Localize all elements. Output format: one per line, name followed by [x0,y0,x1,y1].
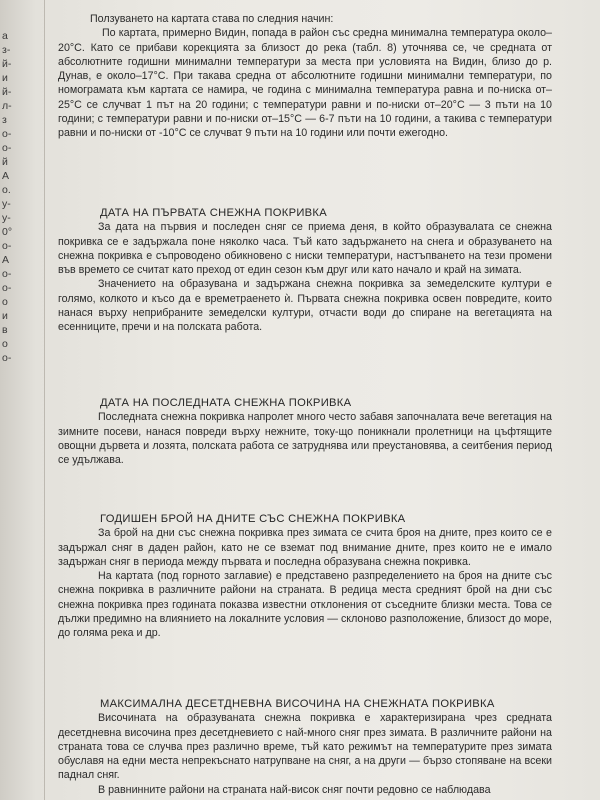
margin-fragment: и [2,310,8,322]
section-paragraph: В равнинните райони на страната най-висок сняг почти редовно се наблюдава [98,783,491,796]
intro-paragraph-1: Ползуването на картата става по следния начин: [90,13,334,25]
section-snow-days [58,512,552,641]
margin-fragment: о- [2,282,12,294]
page-gutter [44,0,45,800]
margin-fragment: о- [2,240,12,252]
section-title: МАКСИМАЛНА ДЕСЕТДНЕВНА ВИСОЧИНА НА СНЕЖНАТА ПОКРИВКА [100,698,495,710]
margin-fragment: в [2,324,8,336]
section-title: ГОДИШЕН БРОЙ НА ДНИТЕ СЪС СНЕЖНА ПОКРИВКА [100,513,406,525]
section-title: ДАТА НА ПЪРВАТА СНЕЖНА ПОКРИВКА [100,207,328,219]
margin-fragment: л- [2,100,12,112]
margin-fragment: А [2,170,10,182]
margin-fragment: А [2,254,10,266]
margin-fragment: й [2,156,8,168]
section-paragraph: На картата (под горното заглавие) е представено разпределението на броя на дните със снежна покривка в различните райони на страната. В редица места средният брой на дни със снежна покривка през годината показва известни отклонения от съседните близки места. Това се дължи предимно на влиянието на локалните условия — склоново разположение, близост до море, до голяма река и др. [58,570,552,640]
margin-fragment: и [2,72,8,84]
section-paragraph: За дата на първия и последен сняг се приема деня, в който образувалата се снежна покривка се е задържала поне няколко часа. Тъй като задържането на снега и образуването на снежна покривка е съпроводено обикновено с ниски температури, настъпването на тези промени във времето се считат като преход от един сезон към друг или като начало и край на зимата. [58,221,552,277]
margin-fragment: a [2,30,8,42]
margin-fragment: з [2,114,7,126]
section-max-snow-depth [58,697,552,797]
margin-fragment: у- [2,212,11,224]
section-last-snow [58,396,552,467]
margin-fragment: 0° [2,226,13,238]
intro-text [58,12,552,141]
margin-fragment: й- [2,58,12,70]
margin-fragment: о- [2,352,12,364]
margin-fragment: й- [2,86,12,98]
section-paragraph: Последната снежна покривка напролет много често забавя започналата вече вегетация на зимните посеви, нанася повреди върху нежните, току-що поникнали пролетници на цъфтящите овощни дървета и лозята, полската работа се затруднява или преустановява, а сеитбения период се удължава. [58,411,552,467]
margin-fragment: о [2,296,8,308]
margin-fragment: у- [2,198,11,210]
margin-fragment: о. [2,184,11,196]
section-title: ДАТА НА ПОСЛЕДНАТА СНЕЖНА ПОКРИВКА [100,397,352,409]
margin-fragment: о- [2,142,12,154]
margin-fragment: о [2,338,8,350]
section-paragraph: Значението на образувана и задържана снежна покривка за земеделските култури е голямо, колкото и късо да е времетраенето ѝ. Първата снежна покривка освен повредите, които нанася върху неприбраните земеделски култури, отчасти води до спиране на вегетацията на есенниците, пречи и на полската работа. [58,278,552,334]
section-paragraph: За брой на дни със снежна покривка през зимата се счита броя на дните, през които се е задържал сняг в даден район, като не се вземат под внимание дните, през които не е имало задържан сняг в периода между първата и последна образувана снежна покривка. [58,527,552,568]
margin-fragment: з- [2,44,11,56]
intro-paragraph-2: По картата, примерно Видин, попада в район със средна минимална температура около–20°С. Като се прибави корекцията за близост до река (табл. 8) уточнява се, че средната от абсолютните годишни минимални температури за места при условията на Видин, близо до р. Дунав, е около–17°С. При такава средна от абсолютните годишни минимални температури, по номограмата към картата се намира, че година с минимална температура равна и по-ниска от–25°С се случват 1 път на 20 години; с температури равни и по-ниски от–20°С — 3 пъти на 10 години; с температури равни и по-ниски от–15°С — 6-7 пъти на 10 години, а такива с температури равни и по-ниски от -10°С се случват 9 пъти на 10 години или почти ежегодно. [58,27,552,140]
margin-fragment: о- [2,128,12,140]
left-margin-fragments [2,30,24,366]
section-first-snow [58,206,552,335]
margin-fragment: о- [2,268,12,280]
section-paragraph: Височината на образуваната снежна покривка е характеризирана чрез средната десетдневна височина през десетдневието с най-много сняг през зимата. В различните райони на страната това се случва през различно време, тъй като режимът на температурите през зимата обуславя на едни места непрекъснато натрупване на сняг, а на други — бързо стопяване на всеки паднал сняг. [58,712,552,782]
